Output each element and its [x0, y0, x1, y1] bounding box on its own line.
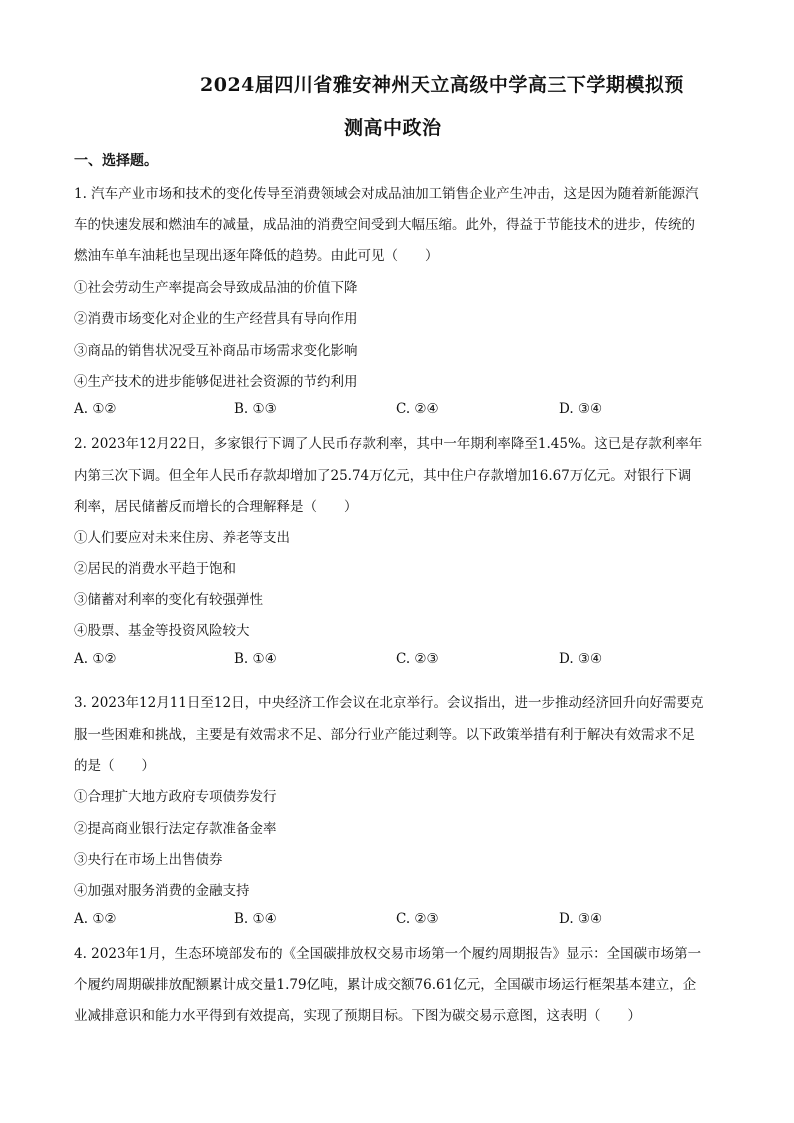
- q1-item-2: ②消费市场变化对企业的生产经营具有导向作用: [74, 311, 358, 327]
- q4-stem-line-1: 4. 2023年1月，生态环境部发布的《全国碳排放权交易市场第一个履约周期报告》显示：全国碳市场第一: [74, 946, 702, 962]
- q3-stem-line-1: 3. 2023年12月11日至12日，中央经济工作会议在北京举行。会议指出，进一步推动经济回升向好需要克: [74, 695, 704, 711]
- q3-item-3: ③央行在市场上出售债券: [74, 852, 223, 868]
- q4-stem-line-2: 个履约周期碳排放配额累计成交量1.79亿吨，累计成交额76.61亿元，全国碳市场运行框架基本建立，企: [74, 977, 697, 993]
- q3-option-a: A. ①②: [74, 911, 117, 927]
- document-title-line-1: 2024届四川省雅安神州天立高级中学高三下学期模拟预: [200, 74, 684, 96]
- q3-option-b: B. ①④: [234, 911, 277, 927]
- document-title-line-2: 测高中政治: [344, 117, 442, 139]
- q2-item-4: ④股票、基金等投资风险较大: [74, 623, 250, 639]
- q2-item-2: ②居民的消费水平趋于饱和: [74, 561, 236, 577]
- q2-stem-line-1: 2. 2023年12月22日，多家银行下调了人民币存款利率，其中一年期利率降至1.45%。这已是存款利率年: [74, 436, 703, 452]
- q3-option-c: C. ②③: [396, 911, 439, 927]
- q1-item-3: ③商品的销售状况受互补商品市场需求变化影响: [74, 343, 358, 359]
- q2-option-d: D. ③④: [559, 651, 603, 667]
- q1-item-4: ④生产技术的进步能够促进社会资源的节约利用: [74, 374, 358, 390]
- q2-option-a: A. ①②: [74, 651, 117, 667]
- q3-stem-line-3: 的是（ ）: [74, 758, 155, 774]
- q3-stem-line-2: 服一些困难和挑战，主要是有效需求不足、部分行业产能过剩等。以下政策举措有利于解决有效需求不足: [74, 727, 695, 743]
- q2-option-b: B. ①④: [234, 651, 277, 667]
- q2-stem-line-3: 利率，居民储蓄反而增长的合理解释是（ ）: [74, 499, 358, 515]
- q1-option-c: C. ②④: [396, 401, 439, 417]
- q1-option-d: D. ③④: [559, 401, 603, 417]
- q1-option-b: B. ①③: [234, 401, 277, 417]
- q2-option-c: C. ②③: [396, 651, 439, 667]
- q3-option-d: D. ③④: [559, 911, 603, 927]
- q2-item-3: ③储蓄对利率的变化有较强弹性: [74, 592, 263, 608]
- section-heading: 一、选择题。: [74, 153, 158, 169]
- q1-stem-line-2: 车的快速发展和燃油车的减量，成品油的消费空间受到大幅压缩。此外，得益于节能技术的进步，传统的: [74, 217, 695, 233]
- q1-stem-line-1: 1. 汽车产业市场和技术的变化传导至消费领域会对成品油加工销售企业产生冲击，这是因为随着新能源汽: [74, 186, 699, 202]
- q2-item-1: ①人们要应对未来住房、养老等支出: [74, 530, 290, 546]
- q3-item-4: ④加强对服务消费的金融支持: [74, 883, 250, 899]
- q4-stem-line-3: 业减排意识和能力水平得到有效提高，实现了预期目标。下图为碳交易示意图，这表明（ ）: [74, 1008, 641, 1024]
- q1-stem-line-3: 燃油车单车油耗也呈现出逐年降低的趋势。由此可见（ ）: [74, 248, 439, 264]
- q2-stem-line-2: 内第三次下调。但全年人民币存款却增加了25.74万亿元，其中住户存款增加16.67万亿元。对银行下调: [74, 468, 692, 484]
- q1-option-a: A. ①②: [74, 401, 117, 417]
- q1-item-1: ①社会劳动生产率提高会导致成品油的价值下降: [74, 280, 358, 296]
- q3-item-2: ②提高商业银行法定存款准备金率: [74, 821, 277, 837]
- q3-item-1: ①合理扩大地方政府专项债券发行: [74, 789, 277, 805]
